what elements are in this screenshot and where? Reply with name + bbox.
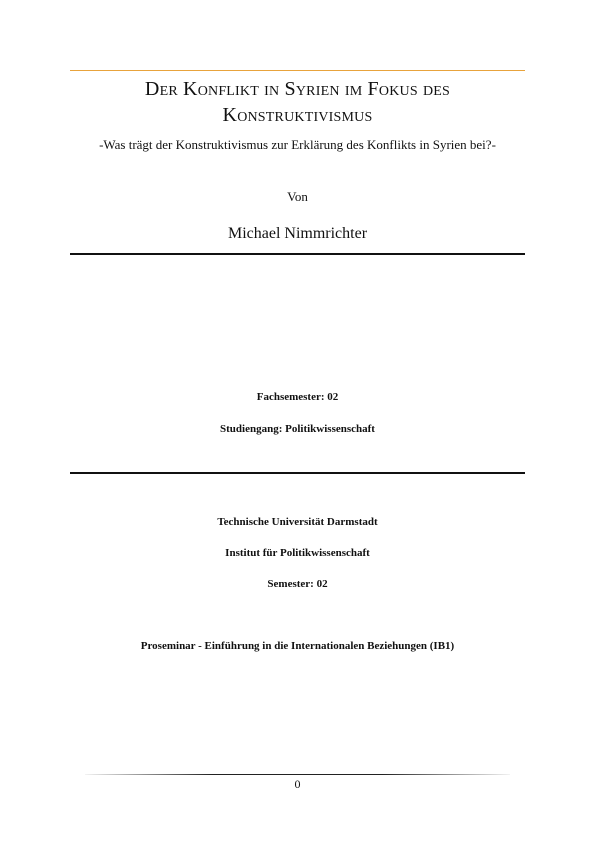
university-line: Technische Universität Darmstadt xyxy=(217,516,378,528)
author-name: Michael Nimmrichter xyxy=(227,225,368,242)
by-label: Von xyxy=(287,189,308,204)
course-line: Proseminar - Einführung in die Internationalen Beziehungen (IB1) xyxy=(140,640,455,652)
top-accent-rule xyxy=(70,70,525,71)
divider-rule-1 xyxy=(70,253,525,255)
footer-rule xyxy=(85,774,510,775)
document-subtitle: -Was trägt der Konstruktivismus zur Erklärung des Konflikts in Syrien bei?- xyxy=(99,137,496,152)
document-title xyxy=(60,76,535,128)
divider-rule-2 xyxy=(70,472,525,474)
semester-line: Semester: 02 xyxy=(267,578,328,590)
studiengang-line: Studiengang: Politikwissenschaft xyxy=(220,423,375,435)
fachsemester-line: Fachsemester: 02 xyxy=(256,391,339,403)
title-line-2: Konstruktivismus xyxy=(222,104,373,126)
title-line-1: Der Konflikt in Syrien im Fokus des xyxy=(144,78,451,100)
page-number: 0 xyxy=(294,777,301,791)
institute-line: Institut für Politikwissenschaft xyxy=(225,547,370,559)
